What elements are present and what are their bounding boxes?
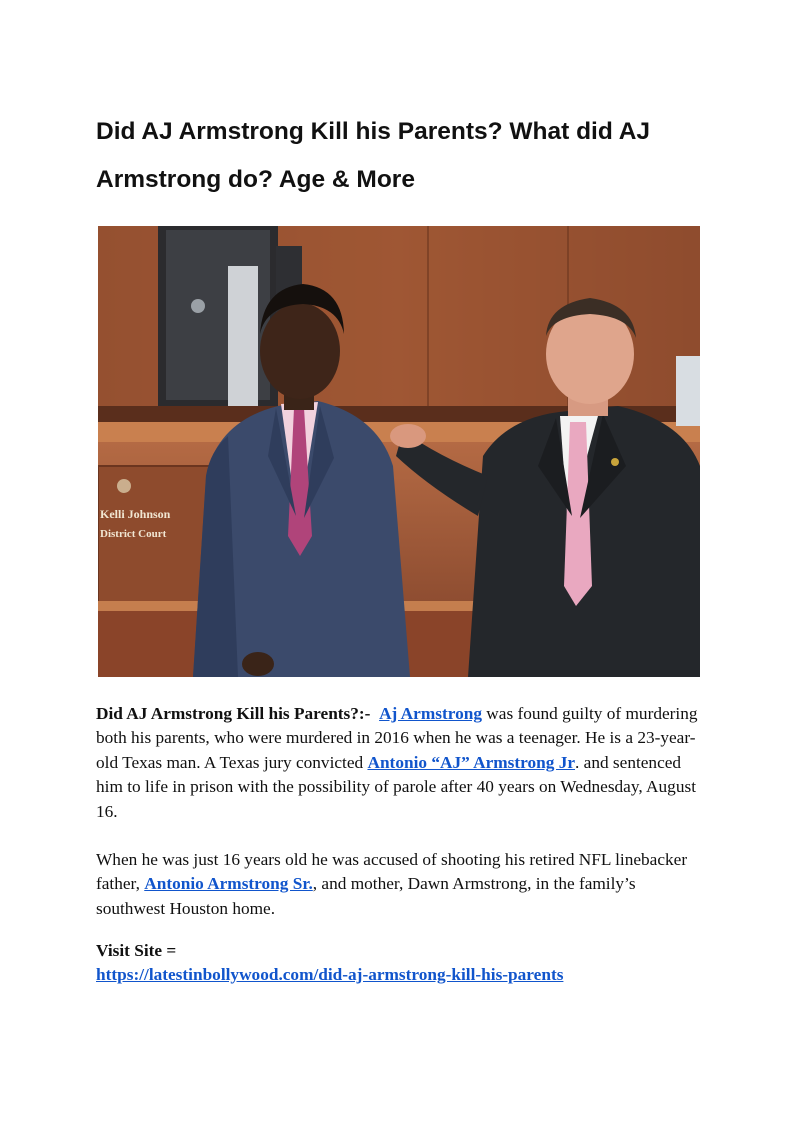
paragraph1-text1: was found guilty of murdering both his parents, who were murdered in 2016 when he was a teenager. He is a 23-year-old Texas man. A Texas jury convicted (96, 704, 698, 772)
aj-armstrong-link[interactable]: Aj Armstrong (379, 704, 482, 723)
antonio-aj-armstrong-jr-link[interactable]: Antonio “AJ” Armstrong Jr (367, 752, 576, 772)
paragraph-verdict (96, 702, 706, 824)
nameplate-line-1: Kelli Johnson (100, 507, 171, 521)
lead-question: Did AJ Armstrong Kill his Parents?:- (96, 704, 371, 723)
visit-site-label: Visit Site = (96, 941, 177, 960)
visit-site (96, 939, 706, 988)
nameplate-line-2: District Court (100, 528, 167, 540)
article-title: Did AJ Armstrong Kill his Parents? What did AJ Armstrong do? Age & More (96, 118, 651, 193)
paragraph2-text1: When he was just 16 years old he was accused of shooting his retired NFL linebacker father, (96, 850, 688, 894)
paragraph-accusation (96, 848, 706, 921)
antonio-armstrong-sr-link[interactable]: Antonio Armstrong Sr. (144, 874, 313, 894)
paragraph1-text2: . and sentenced him to life in prison with the possibility of parole after 40 years on Wednesday, August 16. (96, 752, 696, 821)
visit-site-url-link[interactable]: https://latestinbollywood.com/did-aj-armstrong-kill-his-parents (96, 965, 564, 985)
paragraph2-text2: , and mother, Dawn Armstrong, in the family’s southwest Houston home. (96, 874, 636, 918)
courtroom-photo (98, 226, 700, 677)
